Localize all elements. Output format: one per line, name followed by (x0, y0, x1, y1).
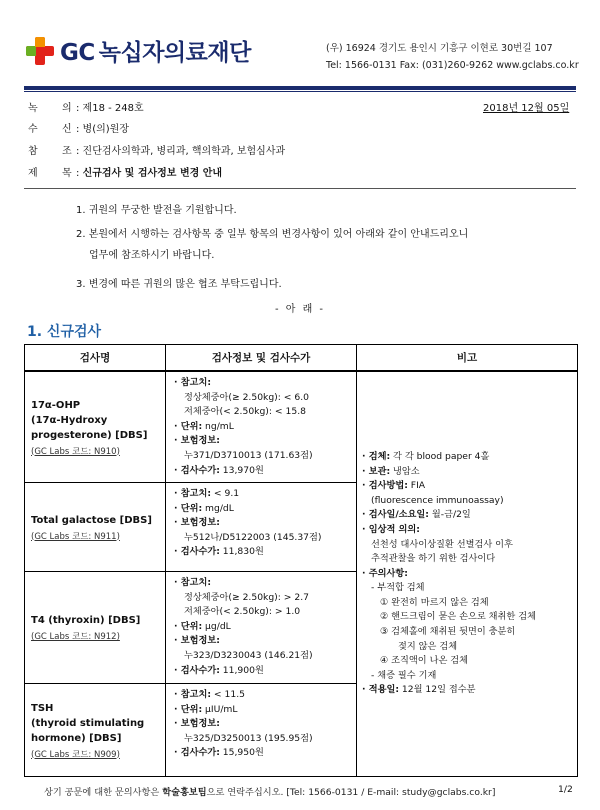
caution-line: - 채증 필수 기재 (371, 669, 437, 681)
ref-inline: < 11.5 (211, 689, 245, 700)
insurance-label: · 보험정보: (174, 435, 220, 447)
footer-pre: 상기 공문에 대한 문의사항은 (44, 787, 163, 798)
paragraph-2b: 업무에 참조하시기 바랍니다. (89, 250, 215, 261)
fee-label: · 검사수가: (174, 464, 220, 476)
header-rule-thin (24, 91, 576, 92)
doc-number (28, 99, 144, 114)
test-name-cell (25, 483, 166, 571)
ref-line: 정상체중아(≥ 2.50kg): > 2.7 (184, 591, 310, 603)
test-code: (GC Labs 코드: N912) (31, 632, 120, 642)
reference (28, 142, 285, 157)
page-number: 1/2 (558, 784, 573, 795)
test-info-cell (166, 483, 357, 571)
fee-label: · 검사수가: (174, 747, 220, 759)
logo-text (60, 34, 251, 67)
test-name-cell (25, 572, 166, 683)
header-rule (24, 86, 576, 90)
to-key: 수 (28, 124, 38, 135)
specimen-label: · 검체: (362, 450, 391, 462)
unit-label: · 단위: (174, 420, 203, 432)
test-info-cell (166, 372, 357, 482)
recipient (28, 120, 129, 135)
insurance-value: 누323/D3230043 (146.21점) (184, 649, 313, 661)
insurance-label: · 보험정보: (174, 517, 220, 529)
paragraph-3: 3. 변경에 따른 귀원의 많은 협조 부탁드립니다. (76, 279, 282, 290)
subject (28, 164, 222, 179)
ref-label: · 참고치: (174, 689, 211, 700)
test-name-line: T4 (thyroxin) [DBS] (31, 615, 141, 626)
caution-label: · 주의사항: (362, 567, 408, 579)
footer-note (44, 784, 495, 798)
unit-value: mg/dL (202, 502, 234, 514)
test-name-line: (17α-Hydroxy (31, 414, 108, 426)
test-name-cell (25, 684, 166, 776)
footer-dept: 학술홍보팀 (162, 787, 207, 798)
storage-value: 냉암소 (390, 465, 420, 477)
table-body (25, 372, 577, 776)
unit-value: ng/mL (202, 420, 234, 432)
logo-gc: GC (60, 40, 95, 66)
subject-prefix: : (76, 168, 83, 179)
caution-line: ① 완전히 마르지 않은 검체 (380, 596, 489, 608)
footer-post: 으로 연락주십시오. [Tel: 1566-0131 / E-mail: study@gclabs.co.kr] (206, 787, 496, 798)
caution-line: ③ 검체홀에 채취된 뒷면이 충분히 (380, 626, 516, 638)
paragraph-1: 1. 귀원의 무궁한 발전을 기원합니다. (76, 205, 237, 216)
ref-inline: < 9.1 (211, 488, 240, 499)
method-label: · 검사방법: (362, 480, 408, 492)
table-row (25, 684, 357, 776)
header-test-info: 검사정보 및 검사수가 (166, 345, 357, 370)
gc-cross-icon (26, 37, 54, 65)
clinical-line: 추적관찰을 하기 위한 검사이다 (371, 553, 496, 565)
table-header (25, 345, 577, 372)
caution-line: 젖지 않은 검체 (398, 640, 458, 652)
header-remarks: 비고 (456, 352, 478, 364)
clinical-label: · 임상적 의의: (362, 523, 420, 535)
table-left-columns (25, 372, 357, 776)
remarks-cell (357, 372, 577, 776)
apply-value: 12월 12일 접수분 (399, 684, 476, 696)
ref-label: · 참고치: (174, 377, 211, 388)
method-value: FIA (407, 480, 426, 492)
table-row (25, 572, 357, 684)
below-note: - 아 래 - (274, 304, 326, 315)
insurance-label: · 보험정보: (174, 635, 220, 647)
to-key2: 신 (62, 124, 72, 135)
subject-key2: 목 (62, 168, 72, 179)
header-test-name: 검사명 (25, 345, 166, 370)
test-name-cell (25, 372, 166, 482)
section-title-new-tests: 1. 신규검사 (27, 324, 102, 340)
fee-value: 11,900원 (219, 664, 264, 676)
ref-value: : 진단검사의학과, 병리과, 핵의학과, 보험심사과 (76, 146, 286, 157)
test-code: (GC Labs 코드: N909) (31, 749, 120, 760)
insurance-value: 누371/D3710013 (171.63점) (184, 449, 313, 461)
meta-separator (24, 188, 576, 189)
insurance-label: · 보험정보: (174, 718, 220, 730)
method-detail: (fluorescence immunoassay) (371, 494, 504, 506)
doc-no-value: : 제18 - 248호 (76, 103, 144, 114)
table-row (25, 372, 357, 483)
ref-line: 저체중아(< 2.50kg): < 15.8 (184, 406, 306, 418)
test-name-line: (thyroid stimulating (31, 717, 145, 729)
test-info-cell (166, 572, 357, 683)
ref-label: · 참고치: (174, 488, 211, 499)
ref-line: 저체중아(< 2.50kg): > 1.0 (184, 606, 301, 618)
ref-key2: 조 (62, 146, 72, 157)
fee-value: 15,950원 (219, 747, 264, 759)
insurance-value: 누512나/D5122003 (145.37점) (184, 531, 322, 543)
test-name-line: Total galactose [DBS] (31, 514, 152, 526)
unit-value: μg/dL (202, 620, 231, 632)
to-value: : 병(의)원장 (76, 124, 129, 135)
fee-value: 11,830원 (219, 546, 264, 558)
apply-label: · 적용일: (362, 684, 399, 696)
caution-line: ② 핸드크림이 묻은 손으로 채취한 검체 (380, 611, 536, 623)
specimen-value: 각 각 blood paper 4홀 (390, 450, 490, 462)
ref-line: 정상체중아(≥ 2.50kg): < 6.0 (184, 391, 310, 403)
day-value: 월-금/2일 (428, 509, 471, 521)
subject-value: 신규검사 및 검사정보 변경 안내 (82, 168, 223, 179)
doc-no-key2: 의 (62, 103, 72, 114)
table-row (25, 483, 357, 572)
unit-value: μIU/mL (202, 703, 238, 715)
new-tests-table (24, 344, 578, 777)
ref-label: · 참고치: (174, 577, 211, 588)
caution-line: - 부적합 검체 (371, 582, 425, 594)
doc-no-key: 녹 (28, 103, 38, 114)
storage-label: · 보관: (362, 465, 391, 477)
doc-date: 2018년 12월 05일 (483, 103, 570, 114)
paragraph-2a: 2. 본원에서 시행하는 검사항목 중 일부 항목의 변경사항이 있어 아래와 같이 안내드리오니 (76, 229, 469, 240)
test-info-cell (166, 684, 357, 776)
caution-line: ④ 조직액이 나온 검체 (380, 655, 468, 667)
unit-label: · 단위: (174, 703, 203, 715)
day-label: · 검사일/소요일: (362, 509, 429, 521)
test-name-line: TSH (31, 702, 54, 714)
test-code: (GC Labs 코드: N910) (31, 446, 120, 457)
test-code: (GC Labs 코드: N911) (31, 531, 120, 542)
test-name-line: progesterone) [DBS] (31, 429, 148, 441)
fee-value: 13,970원 (219, 464, 264, 476)
unit-label: · 단위: (174, 620, 203, 632)
test-name-line: 17α-OHP (31, 399, 81, 411)
gc-logo (26, 34, 251, 67)
header-address (326, 40, 579, 74)
ref-key: 참 (28, 146, 38, 157)
clinical-line: 선천성 대사이상질환 선별검사 이후 (371, 538, 513, 550)
logo-name: 녹십자의료재단 (98, 40, 251, 66)
contact-line: Tel: 1566-0131 Fax: (031)260-9262 www.gclabs.co.kr (326, 60, 579, 71)
address-line: (우) 16924 경기도 용인시 기흥구 이현로 30번길 107 (326, 43, 553, 54)
fee-label: · 검사수가: (174, 546, 220, 558)
unit-label: · 단위: (174, 502, 203, 514)
insurance-value: 누325/D3250013 (195.95점) (184, 732, 313, 744)
subject-key: 제 (28, 168, 38, 179)
test-name-line: hormone) [DBS] (31, 732, 122, 744)
fee-label: · 검사수가: (174, 664, 220, 676)
